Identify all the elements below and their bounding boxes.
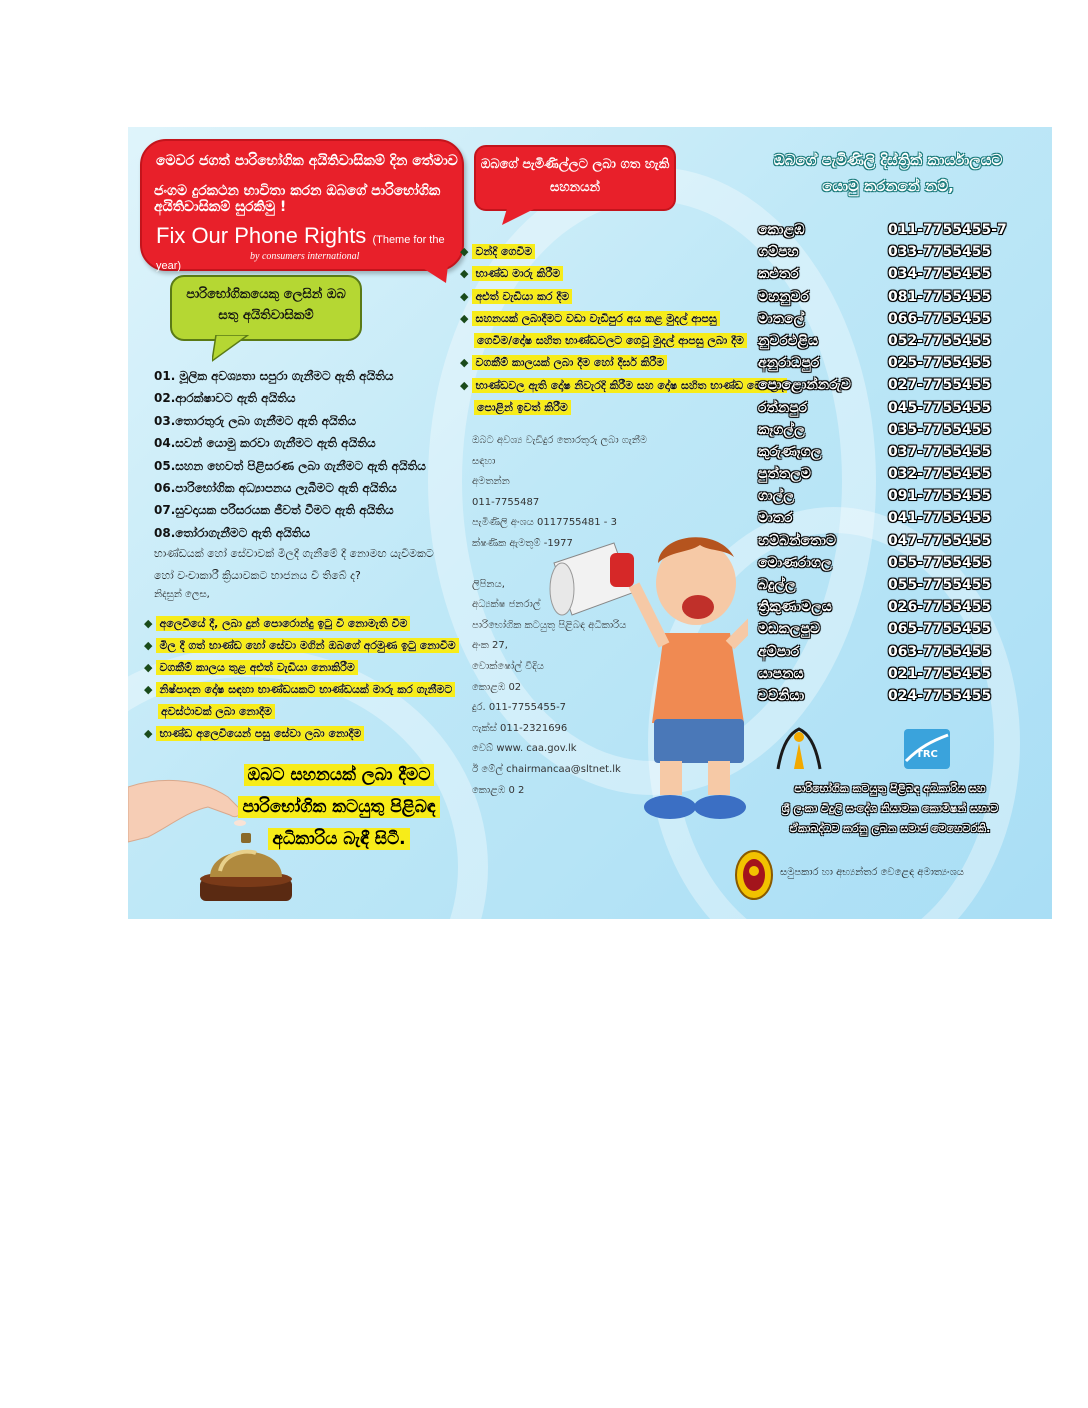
district-row bbox=[756, 352, 1036, 374]
theme-line-2: ජංගම දුරකථන භාවිතා කරන ඔබගේ පාරිභෝගික අයිතිවාසිකම් සුරකිමු ! bbox=[154, 183, 441, 215]
services-list bbox=[460, 241, 787, 419]
district-phone: 045-7755455 bbox=[888, 399, 992, 416]
contact-line: පැමිණිලි අංශය 0117755481 - 3 bbox=[472, 517, 617, 529]
district-name: රත්නපුර bbox=[758, 399, 808, 416]
service-item-continued: පොළින් ඉවත් කිරීම bbox=[460, 397, 787, 419]
district-name: මොණරාගල bbox=[758, 554, 832, 571]
example-item: ◆ අලෙවියේ දී, ලබා දුන් පොරොන්දු ඉටු වී නොමැති වීම bbox=[144, 613, 459, 635]
example-item: ◆ නිෂ්පාදන දෝෂ සඳහා භාණ්ඩයකට භාණ්ඩයක් මාරු කර ගැනීමට bbox=[144, 679, 459, 701]
district-phone: 052-7755455 bbox=[888, 332, 992, 349]
right-item: 04.සවන් යොමු කරවා ගැනීමට ඇති අයිතිය bbox=[154, 436, 376, 451]
district-name: නුවරඑළිය bbox=[758, 332, 819, 349]
help-statement bbox=[224, 759, 454, 855]
services-bubble-line-2: සහනයන් bbox=[549, 180, 601, 195]
district-row bbox=[756, 419, 1036, 441]
right-item: 06.පාරිභෝගික අධ්‍යාපනය ලැබීමට ඇති අයිතිය bbox=[154, 480, 397, 495]
district-row bbox=[756, 685, 1036, 707]
district-name: කෑගල්ල bbox=[758, 421, 805, 438]
contact-line: ක්ෂණික ඇමතුම් -1977 bbox=[472, 537, 573, 549]
service-item: ◆ වන්දි ගෙවීම bbox=[460, 241, 787, 263]
diamond-bullet-icon: ◆ bbox=[144, 727, 153, 740]
partnership-text bbox=[740, 779, 1040, 839]
district-phone: 037-7755455 bbox=[888, 443, 992, 460]
district-phone: 021-7755455 bbox=[888, 665, 992, 682]
district-name: අනුරාධපුර bbox=[758, 355, 820, 372]
district-name: පුත්තලම bbox=[758, 466, 811, 483]
boy-megaphone-illustration bbox=[548, 523, 748, 833]
contact-line: වොක්ෂෝල් වීදිය bbox=[472, 660, 544, 672]
district-row bbox=[756, 641, 1036, 663]
district-phone: 055-7755455 bbox=[888, 577, 992, 593]
contact-line[interactable]: වෙබ් www. caa.gov.lk bbox=[472, 743, 577, 755]
right-item: 03.තොරතුරු ලබා ගැනීමට ඇති අයිතිය bbox=[154, 413, 357, 428]
district-phone: 026-7755455 bbox=[888, 599, 992, 616]
contact-line: දුර. 011-7755455-7 bbox=[472, 702, 567, 714]
diamond-bullet-icon: ◆ bbox=[460, 378, 469, 392]
examples-list bbox=[144, 613, 459, 745]
district-row bbox=[756, 507, 1036, 529]
district-phone: 034-7755455 bbox=[888, 266, 992, 283]
district-row bbox=[756, 530, 1036, 552]
contact-line: අමතන්න bbox=[472, 476, 510, 488]
district-name: මාතලේ bbox=[758, 310, 805, 327]
district-name: වව්නියා bbox=[758, 687, 805, 704]
services-bubble-line-1: ඔබගේ පැමිණිල්ලට ලබා ගත හැකි bbox=[480, 157, 670, 172]
theme-bubble-tail bbox=[418, 265, 452, 285]
district-row bbox=[756, 463, 1036, 485]
district-name: මහනුවර bbox=[758, 288, 809, 305]
district-phone: 041-7755455 bbox=[888, 510, 992, 527]
district-row bbox=[756, 219, 1036, 241]
diamond-bullet-icon: ◆ bbox=[460, 245, 469, 258]
contact-line: අධ්‍යක්ෂ ජනරාල් bbox=[472, 599, 541, 611]
example-label: නිදසුන් ලෙස, bbox=[154, 589, 210, 600]
district-phone: 027-7755455 bbox=[888, 377, 992, 394]
office-title-line-1: ඔබගේ පැමිණිලි දිස්ත්‍රික් කාර්යාලයට bbox=[773, 151, 1003, 169]
district-phone: 032-7755455 bbox=[888, 466, 992, 483]
district-name: කුරුණෑගල bbox=[758, 443, 822, 460]
district-phone: 065-7755455 bbox=[888, 621, 992, 638]
example-item: ◆ මිල දී ගත් භාණ්ඩ හෝ සේවා මගින් ඔබගේ අරමුණ ඉටු නොවීම bbox=[144, 635, 459, 657]
theme-by: by consumers international bbox=[250, 251, 360, 262]
right-item: 02.ආරක්ෂාවට ඇති අයිතිය bbox=[154, 391, 296, 406]
service-item: ◆ වගකීම් කාලයක් ලබා දීම හෝ දීර්ඝ කිරීම bbox=[460, 352, 787, 374]
trc-logo-icon bbox=[902, 727, 952, 771]
help-line-1: ඔබට සහනයක් ලබා දීමට bbox=[244, 764, 435, 786]
district-row bbox=[756, 596, 1036, 618]
contact-line: ලිපිනය, bbox=[472, 578, 505, 590]
district-row bbox=[756, 286, 1036, 308]
service-item: ◆ භාණ්ඩ මාරු කිරීම bbox=[460, 263, 787, 285]
help-line-3: අධිකාරිය බැඳී සිටී. bbox=[268, 828, 409, 850]
office-title-line-2: යොමු කරනනේ නම්, bbox=[822, 177, 954, 195]
diamond-bullet-icon: ◆ bbox=[460, 267, 469, 281]
caa-logo-icon bbox=[772, 725, 826, 773]
contact-line: 011-7755487 bbox=[472, 496, 540, 508]
service-item: ◆ භාණ්ඩවල ඇති දෝෂ නිවැරදි කිරීම සහ දෝෂ සහිත භාණ්ඩ වෙළෙඳ bbox=[460, 375, 787, 397]
district-name: පොළොන්නරුව bbox=[758, 377, 851, 394]
district-row bbox=[756, 308, 1036, 330]
partnership-line-1: පාරිභෝගික කටයුතු පිළිබඳ අධිකාරිය සහ bbox=[794, 782, 986, 795]
brochure-panel bbox=[128, 127, 1052, 919]
district-phone: 024-7755455 bbox=[888, 687, 992, 704]
rights-list bbox=[154, 365, 426, 544]
district-name: කොළඹ bbox=[758, 222, 805, 238]
example-item-continued: අවස්ථාවක් ලබා නොදීම bbox=[144, 701, 459, 723]
help-line-2: පාරිභෝගික කටයුතු පිළිබඳ bbox=[238, 796, 439, 818]
district-phone: 011-7755455-7 bbox=[888, 222, 1007, 238]
diamond-bullet-icon: ◆ bbox=[460, 311, 469, 325]
district-phone: 055-7755455 bbox=[888, 554, 992, 571]
district-row bbox=[756, 574, 1036, 596]
district-phone: 035-7755455 bbox=[888, 421, 992, 438]
district-name: බදුල්ල bbox=[758, 577, 796, 593]
district-phone: 091-7755455 bbox=[888, 488, 992, 505]
government-emblem-icon bbox=[734, 849, 774, 901]
district-row bbox=[756, 330, 1036, 352]
services-bubble-tail bbox=[502, 205, 546, 227]
district-row bbox=[756, 618, 1036, 640]
diamond-bullet-icon: ◆ bbox=[144, 617, 153, 630]
office-title bbox=[748, 147, 1028, 199]
partnership-line-2: ශ්‍රී ලංකා විදුලි සංදේශ නියාමන කොමිෂන් සභාව bbox=[781, 802, 999, 815]
contact-line: ෆැක්ස් 011-2321696 bbox=[472, 722, 568, 734]
district-name: හම්බන්තොට bbox=[758, 532, 837, 549]
services-bubble bbox=[474, 145, 676, 211]
rights-bubble-line-2: සතු අයිතිවාසිකම් bbox=[218, 308, 314, 323]
district-row bbox=[756, 552, 1036, 574]
question-text: භාණ්ඩයක් හෝ සේවාවක් මිලදී ගැනීමේ දී නොමඟ යැවීමකට හෝ වංචාකාරී ක්‍රියාවකට භාජනය වී තිබේ ද? bbox=[154, 547, 434, 582]
district-name: කළුතර bbox=[758, 266, 799, 283]
district-name: අම්පාර bbox=[758, 643, 800, 660]
district-phone: 025-7755455 bbox=[888, 355, 992, 372]
district-phone: 047-7755455 bbox=[888, 532, 992, 549]
district-row bbox=[756, 241, 1036, 263]
contact-line[interactable]: ඊ මේල් chairmancaa@sltnet.lk bbox=[472, 763, 621, 775]
district-table bbox=[756, 219, 1036, 707]
district-name: ත්‍රිකුණාමලය bbox=[758, 599, 832, 616]
rights-bubble bbox=[170, 275, 362, 341]
example-item: ◆ වගකීම් කාලය තුළ අළුත් වැඩියා නොකිරීම bbox=[144, 657, 459, 679]
district-phone: 081-7755455 bbox=[888, 288, 992, 305]
theme-line-1: මෙවර ජගත් පාරිභෝගික අයිතිවාසිකම් දින තේමාව bbox=[156, 153, 458, 169]
fix-theme: (Theme for the year) bbox=[156, 234, 445, 272]
service-item-continued: ගෙවීම/දෝෂ සහිත භාණ්ඩවලට ගෙවූ මුදල් ආපසු ලබා දීම bbox=[460, 330, 787, 352]
diamond-bullet-icon: ◆ bbox=[144, 639, 153, 652]
district-phone: 033-7755455 bbox=[888, 244, 992, 261]
theme-title bbox=[156, 223, 462, 275]
theme-bubble bbox=[140, 139, 464, 271]
district-phone: 066-7755455 bbox=[888, 310, 992, 327]
right-item: 08.තෝරාගැනීමට ඇති අයිතිය bbox=[154, 525, 311, 540]
rights-bubble-tail bbox=[212, 335, 252, 363]
contact-line: පාරිභෝගික කටයුතු පිළිබඳ අධිකාරිය bbox=[472, 619, 627, 631]
diamond-bullet-icon: ◆ bbox=[144, 683, 153, 696]
partnership-line-3: ඒකාබද්ධව කරනු ලබන සමාජ මෙහෙවරකි. bbox=[789, 822, 991, 835]
district-row bbox=[756, 441, 1036, 463]
diamond-bullet-icon: ◆ bbox=[460, 356, 469, 370]
contact-line: අංක 27, bbox=[472, 640, 508, 652]
fix-title: Fix Our Phone Rights bbox=[156, 223, 367, 248]
contact-line: කොළඹ 02 bbox=[472, 681, 522, 693]
service-item: ◆ අළුත් වැඩියා කර දීම bbox=[460, 286, 787, 308]
district-row bbox=[756, 485, 1036, 507]
district-name: මඩකලපුව bbox=[758, 621, 821, 638]
district-phone: 063-7755455 bbox=[888, 643, 992, 660]
right-item: 05.සහන හෙවත් පිළිසරණ ලබා ගැනීමට ඇති අයිතිය bbox=[154, 458, 426, 473]
right-item: 01. මූලික අවශ්‍යතා සපුරා ගැනීමට ඇති අයිතිය bbox=[154, 369, 394, 383]
contact-line: කොළඹ 0 2 bbox=[472, 784, 525, 796]
example-item: ◆ භාණ්ඩ අලෙවියෙන් පසු සේවා ලබා නොදීම bbox=[144, 723, 459, 745]
district-name: මාතර bbox=[758, 510, 793, 527]
diamond-bullet-icon: ◆ bbox=[144, 661, 153, 674]
district-row bbox=[756, 374, 1036, 396]
ministry-name: සමුපකාර හා අභ්‍යන්තර වෙළෙඳ අමාත්‍යංශය bbox=[780, 867, 964, 878]
contact-line: ඔබට අවශ්‍ය වැඩිදුර තොරතුරු ලබා ගැනීම සඳහා bbox=[472, 435, 648, 467]
district-name: ගාල්ල bbox=[758, 488, 794, 505]
diamond-bullet-icon: ◆ bbox=[460, 289, 469, 303]
district-row bbox=[756, 263, 1036, 285]
service-item: ◆ සහනයක් ලබාදීමට වඩා වැඩිපුර අය කළ මුදල් ආපසු bbox=[460, 308, 787, 330]
district-row bbox=[756, 663, 1036, 685]
district-row bbox=[756, 397, 1036, 419]
district-name: ගම්පහ bbox=[758, 244, 799, 261]
rights-bubble-line-1: පාරිභෝගිකයෙකු ලෙසින් ඔබ bbox=[186, 287, 346, 302]
district-name: යාපනය bbox=[758, 665, 804, 682]
right-item: 07.සුවදායක පරිසරයක ජීවත් වීමට ඇති අයිතිය bbox=[154, 503, 394, 518]
svg-text:TRC: TRC bbox=[916, 749, 938, 760]
